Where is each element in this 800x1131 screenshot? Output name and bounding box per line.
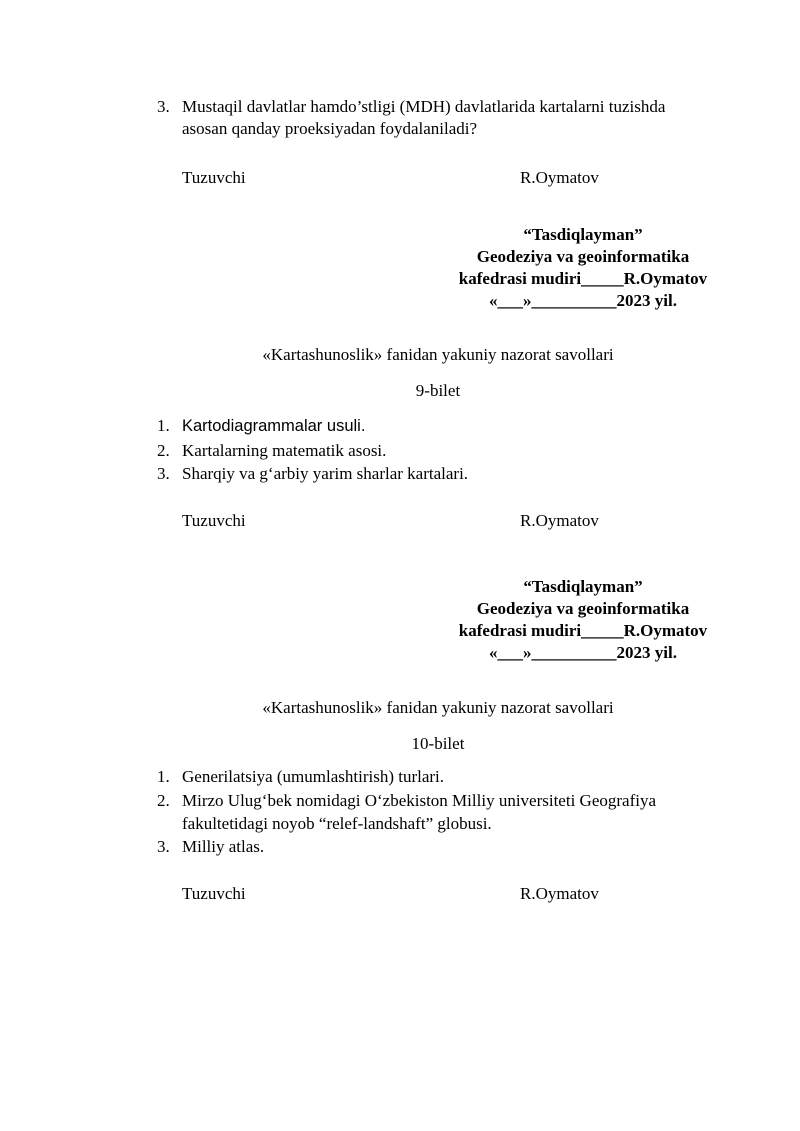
- approval-date: «___»__________2023 yil.: [489, 643, 677, 662]
- question-number: 3.: [157, 837, 170, 856]
- question-number: 3.: [157, 97, 170, 116]
- approval-date: «___»__________2023 yil.: [489, 291, 677, 310]
- signature-role: Tuzuvchi: [182, 511, 246, 530]
- question-number: 1.: [157, 767, 170, 786]
- approval-stamp: [400, 576, 766, 664]
- question-text: Mirzo Ulug‘bek nomidagi O‘zbekiston Milliy universiteti Geografiya: [182, 791, 657, 810]
- question-text: asosan qanday proeksiyadan foydalaniladi?: [182, 119, 478, 138]
- signature-role: Tuzuvchi: [182, 884, 246, 903]
- question-number: 1.: [157, 416, 170, 435]
- question-text: Kartodiagrammalar usuli.: [182, 417, 366, 435]
- approval-stamp: [400, 224, 766, 312]
- approval-head: kafedrasi mudiri_____R.Oymatov: [458, 269, 708, 288]
- approval-department: Geodeziya va geoinformatika: [476, 247, 690, 266]
- approval-head: kafedrasi mudiri_____R.Oymatov: [458, 621, 708, 640]
- question-text: Mustaqil davlatlar hamdo’stligi (MDH) davlatlarida kartalarni tuzishda: [182, 97, 666, 116]
- ticket-number: 10-bilet: [411, 734, 465, 753]
- question-number: 2.: [157, 791, 170, 810]
- question-text: fakultetidagi noyob “relef-landshaft” globusi.: [182, 814, 492, 833]
- question-text: Kartalarning matematik asosi.: [182, 441, 387, 460]
- signature-name: R.Oymatov: [520, 884, 599, 903]
- signature-role: Tuzuvchi: [182, 168, 246, 187]
- approval-title: “Tasdiqlayman”: [523, 225, 643, 244]
- signature-name: R.Oymatov: [520, 168, 599, 187]
- exam-title: «Kartashunoslik» fanidan yakuniy nazorat savollari: [262, 345, 614, 364]
- question-number: 3.: [157, 464, 170, 483]
- question-text: Generilatsiya (umumlashtirish) turlari.: [182, 767, 445, 786]
- approval-department: Geodeziya va geoinformatika: [476, 599, 690, 618]
- signature-name: R.Oymatov: [520, 511, 599, 530]
- question-text: Sharqiy va g‘arbiy yarim sharlar kartalari.: [182, 464, 469, 483]
- question-number: 2.: [157, 441, 170, 460]
- exam-title: «Kartashunoslik» fanidan yakuniy nazorat savollari: [262, 698, 614, 717]
- approval-title: “Tasdiqlayman”: [523, 577, 643, 596]
- ticket-number: 9-bilet: [415, 381, 461, 400]
- question-text: Milliy atlas.: [182, 837, 265, 856]
